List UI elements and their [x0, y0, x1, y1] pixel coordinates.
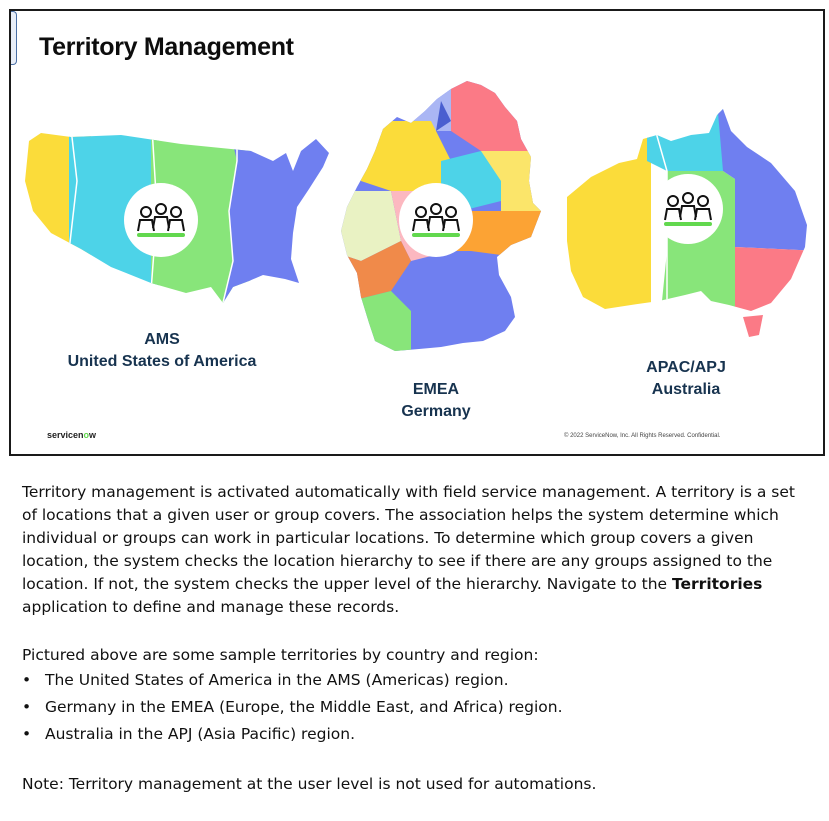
region-country: Germany [401, 403, 471, 420]
group-icon [399, 183, 473, 257]
region-name: AMS [144, 331, 180, 348]
document-body [22, 481, 812, 796]
paragraph-note: Note: Territory management at the user level is not used for automations. [22, 775, 597, 793]
copyright-notice: © 2022 ServiceNow, Inc. All Rights Reserved. Confidential. [564, 433, 721, 439]
region-label-ams [47, 329, 277, 373]
region-country: United States of America [67, 353, 257, 370]
sample-territory-list [22, 667, 812, 748]
paragraph-territory-intro: Territory management is activated automatically with field service management. A territory is a set of locations that a given user or group covers. The association helps the system determine which individual or groups can work in particular locations. To determine which group covers a given location, the system checks the location hierarchy to see if there are any groups assigned to the location. If not, the system checks the upper level of the hierarchy. Navigate to the Territories application to define and manage these records. [22, 483, 795, 616]
region-label-emea [371, 379, 501, 423]
group-icon [124, 183, 198, 257]
territories-app-name: Territories [672, 575, 763, 593]
list-item: • Australia in the APJ (Asia Pacific) region. [22, 721, 812, 748]
region-name: EMEA [412, 381, 460, 398]
slide-title: Territory Management [39, 33, 294, 61]
region-country: Australia [651, 381, 721, 398]
list-item: • The United States of America in the AMS (Americas) region. [22, 667, 812, 694]
group-icon [653, 174, 723, 244]
list-item: • Germany in the EMEA (Europe, the Middle East, and Africa) region. [22, 694, 812, 721]
slide-image [9, 9, 825, 456]
paragraph-samples-intro: Pictured above are some sample territories by country and region: [22, 646, 539, 664]
region-name: APAC/APJ [646, 359, 726, 376]
region-label-apac [621, 357, 751, 401]
servicenow-logo: servicenow [47, 430, 97, 440]
tasmania-shape [743, 315, 763, 337]
